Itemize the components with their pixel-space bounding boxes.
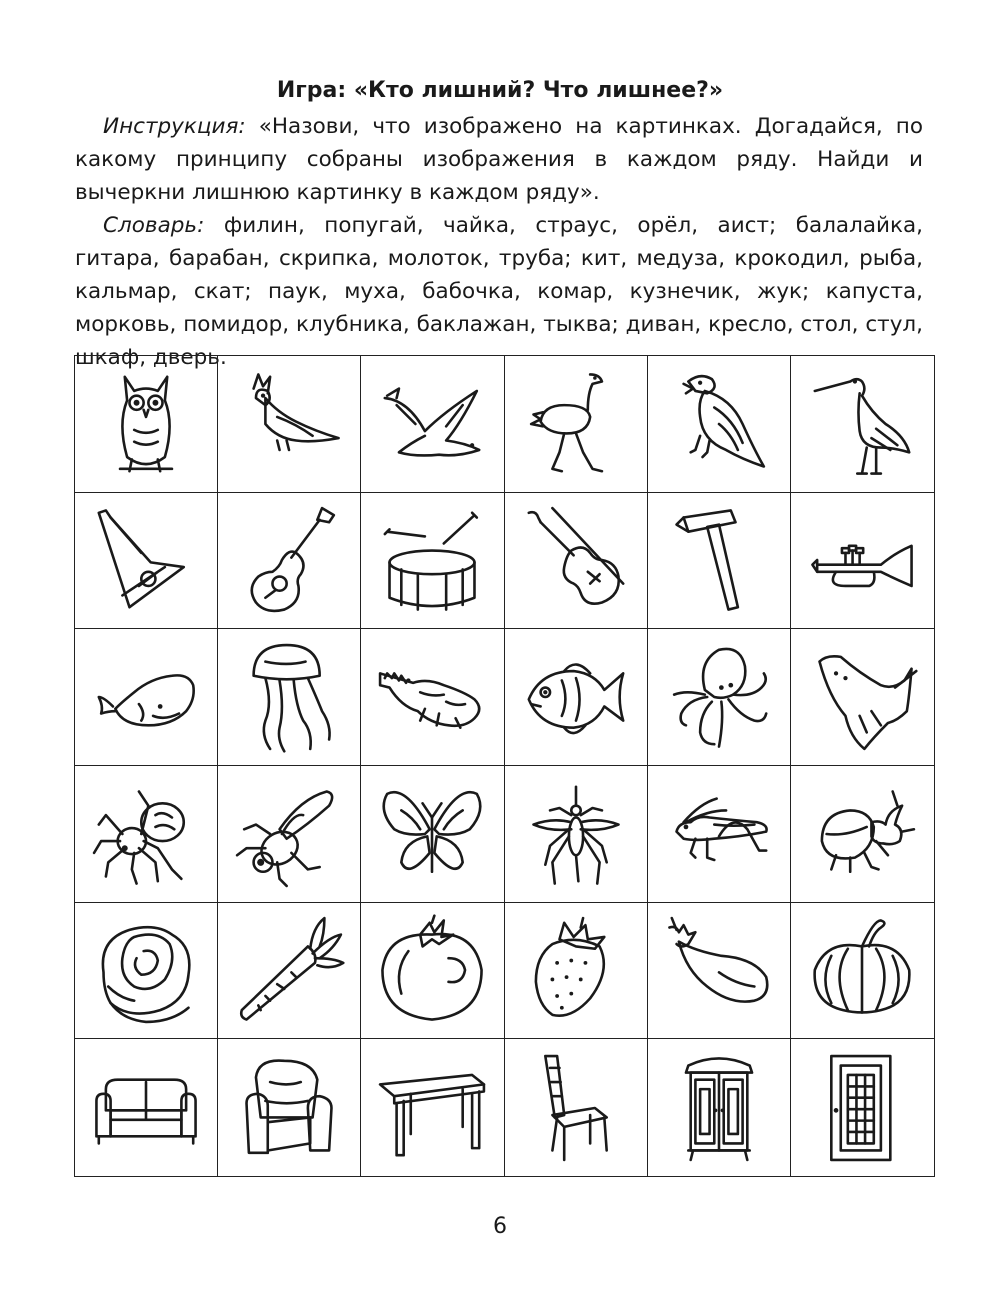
grid-cell[interactable] bbox=[218, 493, 361, 630]
cabbage-icon bbox=[87, 911, 205, 1029]
grid-cell[interactable] bbox=[648, 766, 791, 903]
fly-icon bbox=[230, 775, 348, 893]
stingray-icon bbox=[803, 638, 921, 756]
grid-cell[interactable] bbox=[505, 493, 648, 630]
grid-cell[interactable] bbox=[791, 629, 934, 766]
seagull-icon bbox=[373, 365, 491, 483]
grid-cell[interactable] bbox=[361, 356, 504, 493]
grid-cell[interactable] bbox=[361, 903, 504, 1040]
picture-grid bbox=[74, 355, 935, 1177]
chair-icon bbox=[517, 1049, 635, 1167]
violin-icon bbox=[517, 501, 635, 619]
fish-icon bbox=[517, 638, 635, 756]
grid-cell[interactable] bbox=[648, 356, 791, 493]
grid-cell[interactable] bbox=[218, 903, 361, 1040]
instruction-label: Инструкция: bbox=[103, 114, 246, 139]
grid-cell[interactable] bbox=[791, 1039, 934, 1176]
balalaika-icon bbox=[87, 501, 205, 619]
stork-icon bbox=[803, 365, 921, 483]
grid-cell[interactable] bbox=[505, 766, 648, 903]
eggplant-icon bbox=[660, 911, 778, 1029]
grid-cell[interactable] bbox=[75, 766, 218, 903]
eagle-icon bbox=[660, 365, 778, 483]
spider-icon bbox=[87, 775, 205, 893]
grid-cell[interactable] bbox=[218, 356, 361, 493]
wardrobe-icon bbox=[660, 1049, 778, 1167]
grid-cell[interactable] bbox=[75, 493, 218, 630]
grid-cell[interactable] bbox=[791, 356, 934, 493]
crocodile-icon bbox=[373, 638, 491, 756]
armchair-icon bbox=[230, 1049, 348, 1167]
grasshopper-icon bbox=[660, 775, 778, 893]
pumpkin-icon bbox=[803, 911, 921, 1029]
dictionary-text: филин, попугай, чайка, страус, орёл, аист; балалайка, гитара, барабан, скрипка, молоток, труба; кит, медуза, крокодил, рыба, кальмар, скат; паук, муха, бабочка, комар, кузнечик, жук; капуста, морковь, помидор, клубника, баклажан, тыква; диван, кресло, стол, стул, шкаф, дверь. bbox=[75, 213, 923, 370]
grid-cell[interactable] bbox=[218, 766, 361, 903]
grid-cell[interactable] bbox=[648, 903, 791, 1040]
page-title: Игра: «Кто лишний? Что лишнее?» bbox=[276, 78, 724, 103]
page-number: 6 bbox=[493, 1214, 507, 1239]
grid-cell[interactable] bbox=[505, 356, 648, 493]
strawberry-icon bbox=[517, 911, 635, 1029]
grid-cell[interactable] bbox=[75, 903, 218, 1040]
table-icon bbox=[373, 1049, 491, 1167]
grid-cell[interactable] bbox=[505, 629, 648, 766]
drum-icon bbox=[373, 501, 491, 619]
beetle-icon bbox=[803, 775, 921, 893]
grid-cell[interactable] bbox=[791, 493, 934, 630]
grid-cell[interactable] bbox=[75, 1039, 218, 1176]
trumpet-icon bbox=[803, 501, 921, 619]
grid-cell[interactable] bbox=[361, 766, 504, 903]
whale-icon bbox=[87, 638, 205, 756]
instruction-text: «Назови, что изображено на картинках. Догадайся, по какому принципу собраны изображения в каждом ряду. Найди и вычеркни лишнюю картинку в каждом ряду». bbox=[75, 114, 923, 205]
parrot-icon bbox=[230, 365, 348, 483]
jellyfish-icon bbox=[230, 638, 348, 756]
grid-cell[interactable] bbox=[648, 493, 791, 630]
owl-icon bbox=[87, 365, 205, 483]
mosquito-icon bbox=[517, 775, 635, 893]
carrot-icon bbox=[230, 911, 348, 1029]
hammer-icon bbox=[660, 501, 778, 619]
grid-cell[interactable] bbox=[75, 356, 218, 493]
grid-cell[interactable] bbox=[218, 629, 361, 766]
grid-cell[interactable] bbox=[791, 903, 934, 1040]
ostrich-icon bbox=[517, 365, 635, 483]
octopus-icon bbox=[660, 638, 778, 756]
butterfly-icon bbox=[373, 775, 491, 893]
grid-cell[interactable] bbox=[361, 493, 504, 630]
grid-cell[interactable] bbox=[648, 1039, 791, 1176]
grid-cell[interactable] bbox=[361, 1039, 504, 1176]
dictionary-paragraph bbox=[75, 209, 923, 374]
guitar-icon bbox=[230, 501, 348, 619]
grid-cell[interactable] bbox=[791, 766, 934, 903]
dictionary-label: Словарь: bbox=[103, 213, 205, 238]
tomato-icon bbox=[373, 911, 491, 1029]
sofa-icon bbox=[87, 1049, 205, 1167]
grid-cell[interactable] bbox=[648, 629, 791, 766]
grid-cell[interactable] bbox=[218, 1039, 361, 1176]
grid-cell[interactable] bbox=[505, 903, 648, 1040]
door-icon bbox=[803, 1049, 921, 1167]
grid-cell[interactable] bbox=[505, 1039, 648, 1176]
grid-cell[interactable] bbox=[361, 629, 504, 766]
grid-cell[interactable] bbox=[75, 629, 218, 766]
instruction-paragraph bbox=[75, 110, 923, 209]
